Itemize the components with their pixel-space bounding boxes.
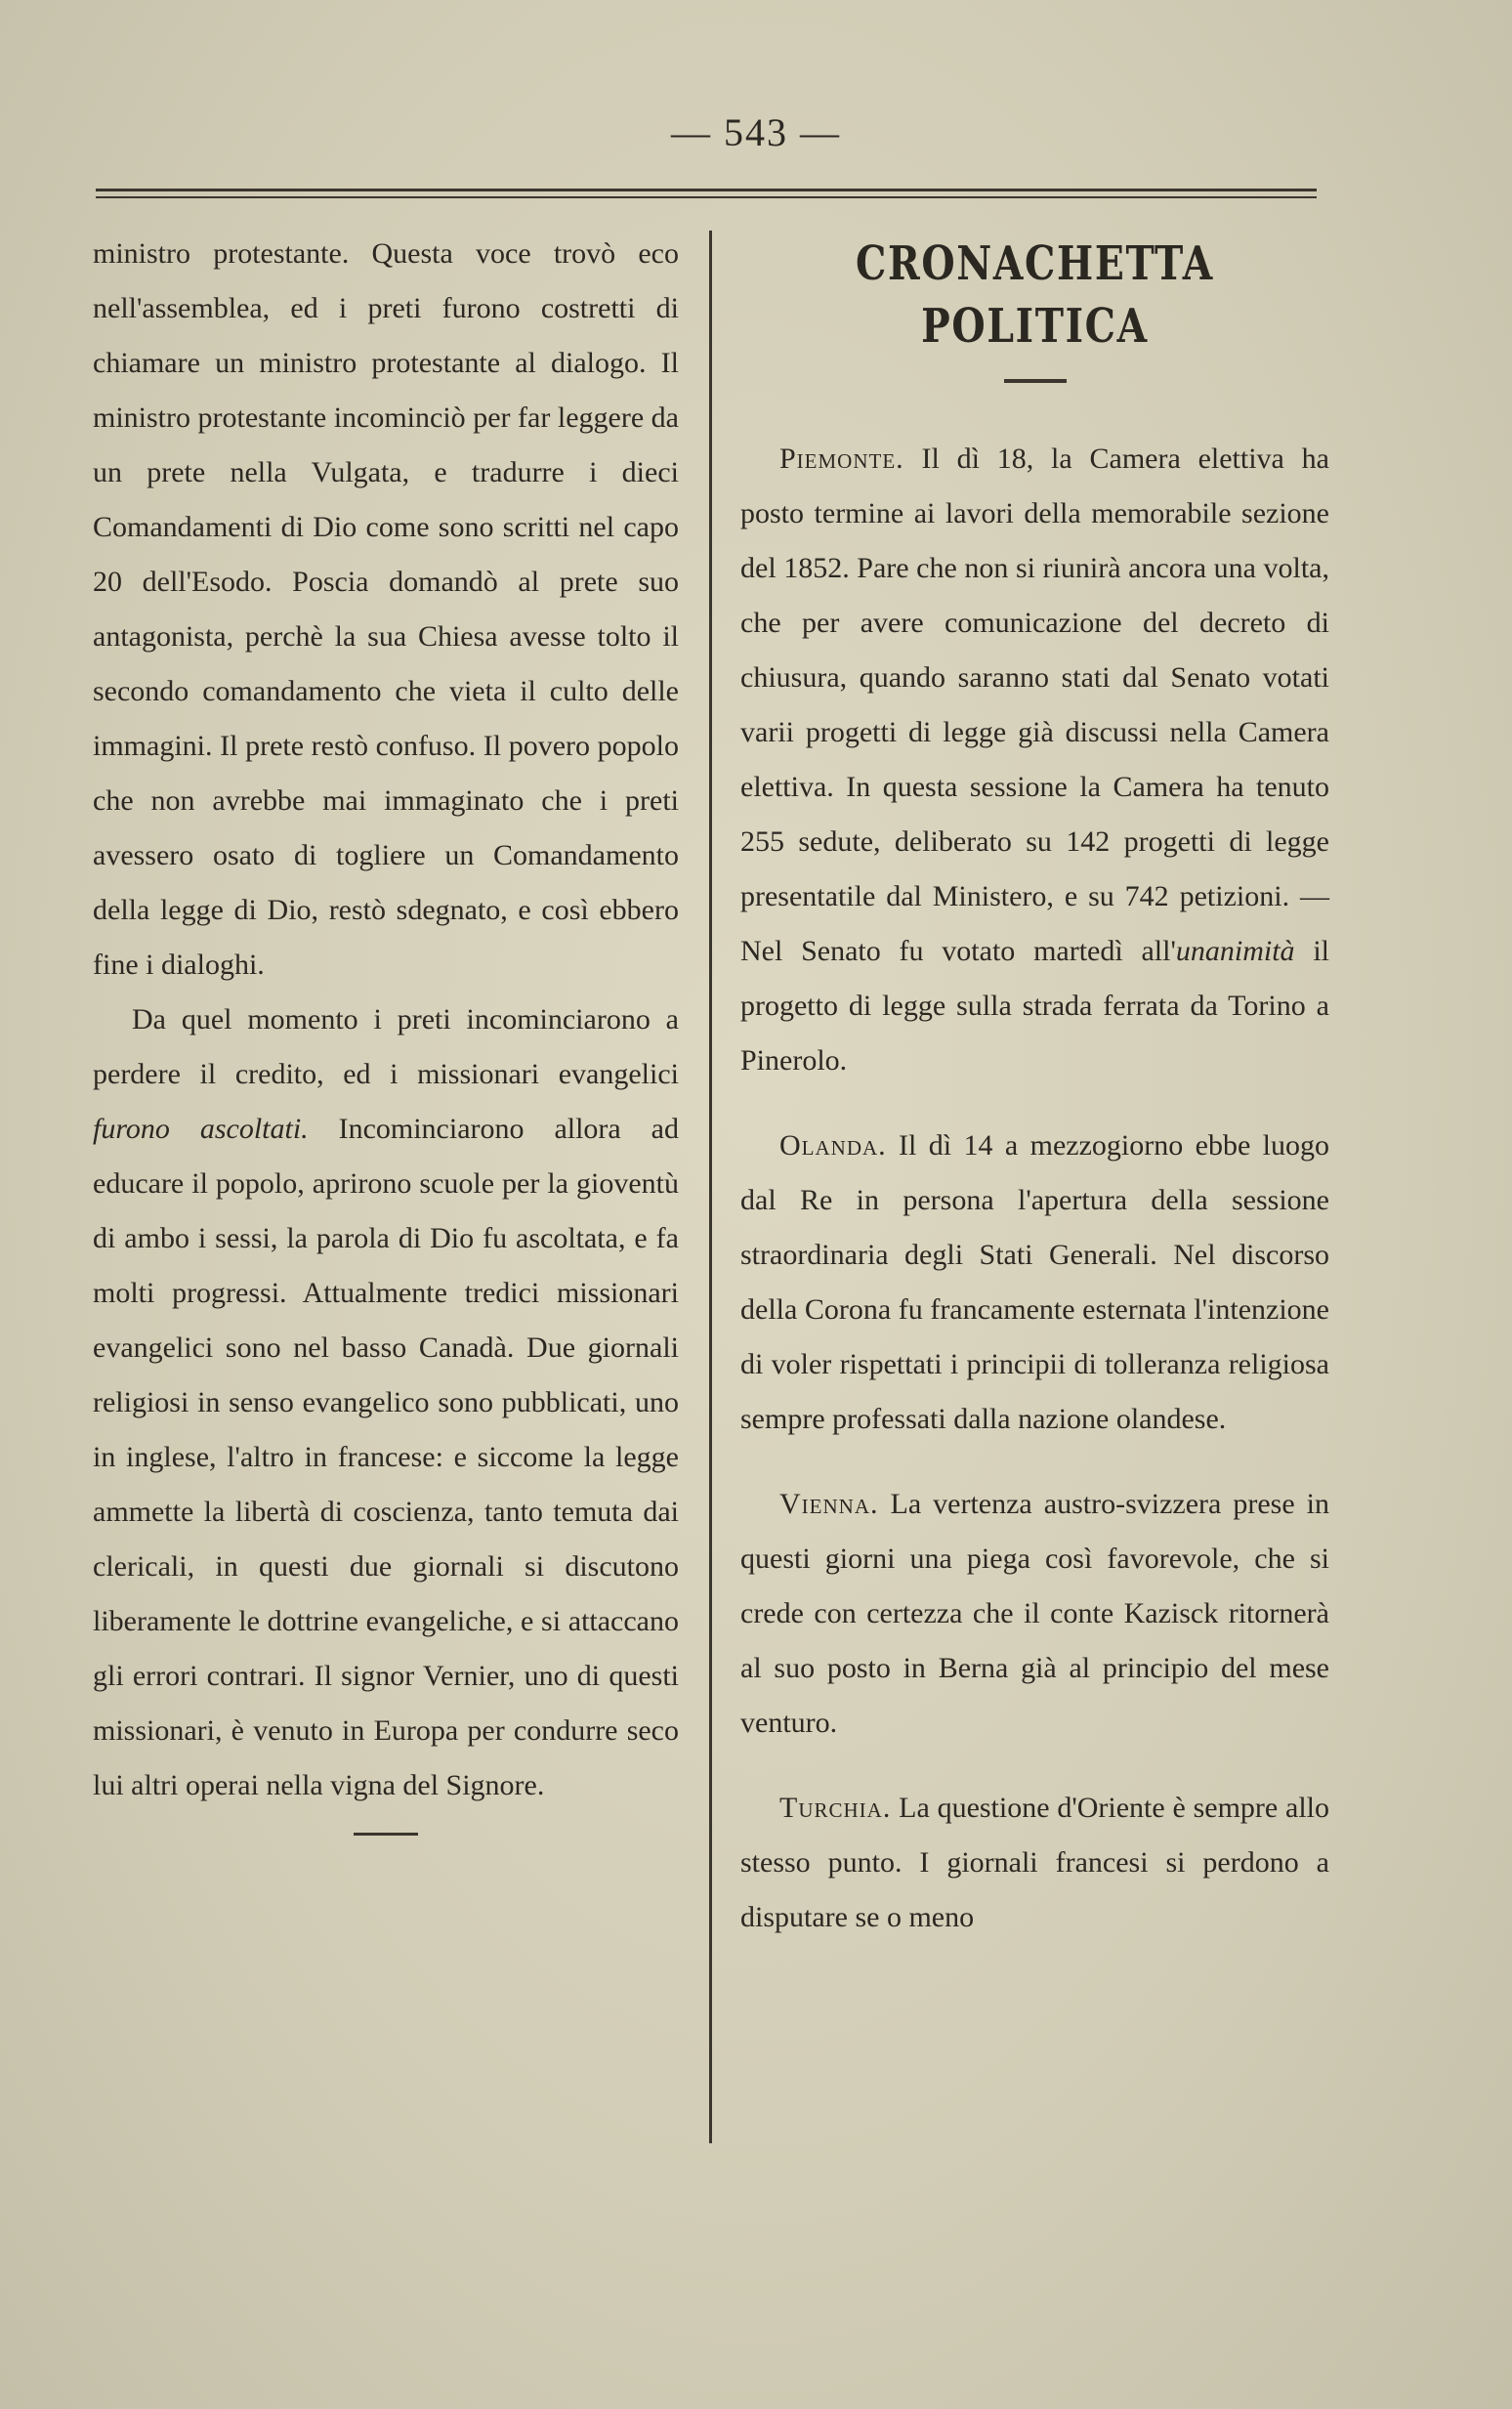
- news-item-piemonte: [740, 432, 1329, 1088]
- column-divider: [709, 231, 712, 2143]
- left-paragraph-2: [93, 993, 679, 1813]
- news-place: Vienna.: [779, 1488, 879, 1520]
- news-item-vienna: [740, 1477, 1329, 1751]
- news-italic: unanimità: [1175, 935, 1295, 967]
- left-paragraph-2-text-b: Incominciarono allora ad educare il popolo, aprirono scuole per la gioventù di ambo i sessi, la parola di Dio fu ascoltata, e fa molti progressi. Attualmente tredici missionari evangelici sono nel basso Canadà. Due giornali religiosi in senso evangelico sono pubblicati, uno in inglese, l'altro in francese: e siccome la legge ammette la libertà di coscienza, tanto temuta dai clericali, in questi due giornali si discutono liberamente le dottrine evangeliche, e si attaccano gli errori contrari. Il signor Vernier, uno di questi missionari, è venuto in Europa per condurre seco lui altri operai nella vigna del Signore.: [93, 1113, 679, 1801]
- left-paragraph-2-text-a: Da quel momento i preti incominciarono a perdere il credito, ed i missionari evangelici: [93, 1003, 679, 1090]
- news-text: La questione d'Oriente è sempre allo stesso punto. I giornali francesi si perdono a disputare se o meno: [740, 1792, 1329, 1933]
- page-number: — 543 —: [671, 110, 841, 154]
- left-paragraph-2-italic: furono ascoltati.: [93, 1113, 309, 1145]
- news-text-after: il progetto di legge sulla strada ferrata da Torino a Pinerolo.: [740, 935, 1329, 1077]
- news-text: Il dì 18, la Camera elettiva ha posto termine ai lavori della memorabile sezione del 1852. Pare che non si riunirà ancora una volta, che per avere comunicazione del decreto di chiusura, quando saranno stati dal Senato votati varii progetti di legge già discussi nella Camera elettiva. In questa sessione la Camera ha tenuto 255 sedute, deliberato su 142 progetti di legge presentatile dal Ministero, e su 742 petizioni. — Nel Senato fu votato martedì all': [740, 443, 1329, 967]
- section-title: CRONACHETTA POLITICA: [856, 236, 1214, 354]
- article-end-rule: [354, 1833, 418, 1836]
- news-item-olanda: [740, 1119, 1329, 1447]
- news-text: Il dì 14 a mezzogiorno ebbe luogo dal Re in persona l'apertura della sessione straordinaria degli Stati Generali. Nel discorso della Corona fu francamente esternata l'intenzione di voler rispettati i principii di tolleranza religiosa sempre professati dalla nazione olandese.: [740, 1129, 1329, 1435]
- header-double-rule: [96, 189, 1317, 198]
- news-place: Turchia.: [779, 1792, 892, 1824]
- left-column: [93, 227, 679, 1836]
- title-rule: [1004, 379, 1067, 383]
- news-place: Olanda.: [779, 1129, 887, 1162]
- news-item-turchia: [740, 1781, 1329, 1945]
- news-place: Piemonte.: [779, 443, 904, 475]
- right-column: [740, 227, 1329, 1945]
- news-text: La vertenza austro-svizzera prese in questi giorni una piega così favorevole, che si crede con certezza che il conte Kazisck ritornerà al suo posto in Berna già al principio del mese venturo.: [740, 1488, 1329, 1739]
- left-paragraph-1: ministro protestante. Questa voce trovò eco nell'assemblea, ed i preti furono costretti di chiamare un ministro protestante al dialogo. Il ministro protestante incominciò per far leggere da un prete nella Vulgata, e tradurre i dieci Comandamenti di Dio come sono scritti nel capo 20 dell'Esodo. Poscia domandò al prete suo antagonista, perchè la sua Chiesa avesse tolto il secondo comandamento che vieta il culto delle immagini. Il prete restò confuso. Il povero popolo che non avrebbe mai immaginato che i preti avessero osato di togliere un Comandamento della legge di Dio, restò sdegnato, e così ebbero fine i dialoghi.: [93, 237, 679, 981]
